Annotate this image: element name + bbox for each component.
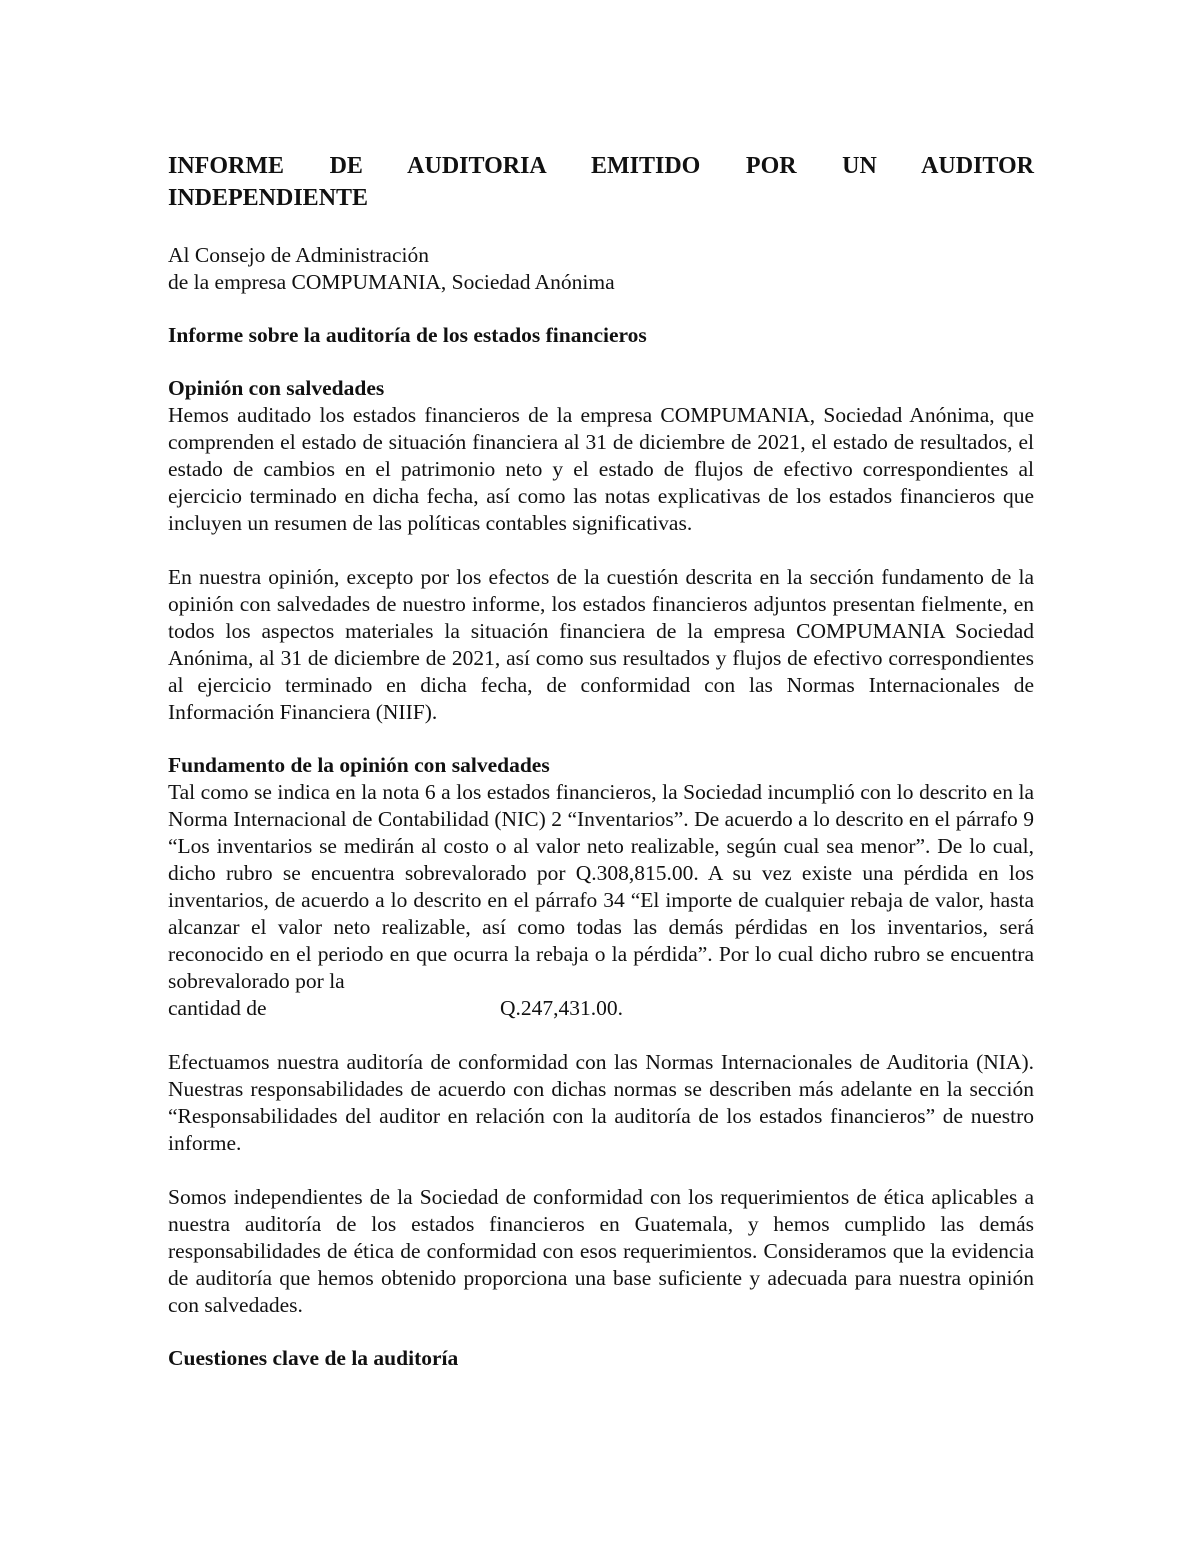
opinion-paragraph-1: Hemos auditado los estados financieros de la empresa COMPUMANIA, Sociedad Anónima, que comprenden el estado de situación financiera al 31 de diciembre de 2021, el estado de resultados, el estado de cambios en el patrimonio neto y el estado de flujos de efectivo correspondientes al ejercicio terminado en dicha fecha, así como las notas explicativas de los estados financieros que incluyen un resumen de las políticas contables significativas. xyxy=(168,403,1034,535)
document-title: INFORME DE AUDITORIA EMITIDO POR UN AUDITOR INDEPENDIENTE xyxy=(168,153,1034,211)
basis-amount-label: cantidad de xyxy=(168,996,267,1020)
key-matters-heading: Cuestiones clave de la auditoría xyxy=(168,1346,459,1370)
basis-paragraph-1: Tal como se indica en la nota 6 a los estados financieros, la Sociedad incumplió con lo descrito en la Norma Internacional de Contabilidad (NIC) 2 “Inventarios”. De acuerdo a lo descrito en el párrafo 9 “Los inventarios se medirán al costo o al valor neto realizable, según cual sea menor”. De lo cual, dicho rubro se encuentra sobrevalorado por Q.308,815.00. A su vez existe una pérdida en los inventarios, de acuerdo a lo descrito en el párrafo 34 “El importe de cualquier rebaja de valor, hasta alcanzar el valor neto realizable, así como todas las demás pérdidas en los inventarios, será reconocido en el periodo en que ocurra la rebaja o la pérdida”. Por lo cual dicho rubro se encuentra sobrevalorado por la xyxy=(168,780,1034,993)
basis-heading: Fundamento de la opinión con salvedades xyxy=(168,753,550,777)
document-page xyxy=(168,150,1034,1372)
addressee-line-1: Al Consejo de Administración xyxy=(168,243,429,267)
basis-paragraph-2: Efectuamos nuestra auditoría de conformidad con las Normas Internacionales de Auditoria (NIA). Nuestras responsabilidades de acuerdo con dichas normas se describen más adelante en la sección “Responsabilidades del auditor en relación con la auditoría de los estados financieros” de nuestro informe. xyxy=(168,1050,1034,1155)
basis-amount-value: Q.247,431.00. xyxy=(499,996,623,1020)
addressee-block xyxy=(168,242,1034,296)
opinion-heading: Opinión con salvedades xyxy=(168,376,385,400)
section-heading: Informe sobre la auditoría de los estados financieros xyxy=(168,323,647,347)
basis-paragraph-3: Somos independientes de la Sociedad de conformidad con los requerimientos de ética aplicables a nuestra auditoría de los estados financieros en Guatemala, y hemos cumplido las demás responsabilidades de ética de conformidad con esos requerimientos. Consideramos que la evidencia de auditoría que hemos obtenido proporciona una base suficiente y adecuada para nuestra opinión con salvedades. xyxy=(168,1185,1034,1317)
opinion-paragraph-2: En nuestra opinión, excepto por los efectos de la cuestión descrita en la sección fundamento de la opinión con salvedades de nuestro informe, los estados financieros adjuntos presentan fielmente, en todos los aspectos materiales la situación financiera de la empresa COMPUMANIA Sociedad Anónima, al 31 de diciembre de 2021, así como sus resultados y flujos de efectivo correspondientes al ejercicio terminado en dicha fecha, de conformidad con las Normas Internacionales de Información Financiera (NIIF). xyxy=(168,565,1034,724)
basis-amount-line xyxy=(168,995,623,1022)
addressee-line-2: de la empresa COMPUMANIA, Sociedad Anónima xyxy=(168,270,615,294)
